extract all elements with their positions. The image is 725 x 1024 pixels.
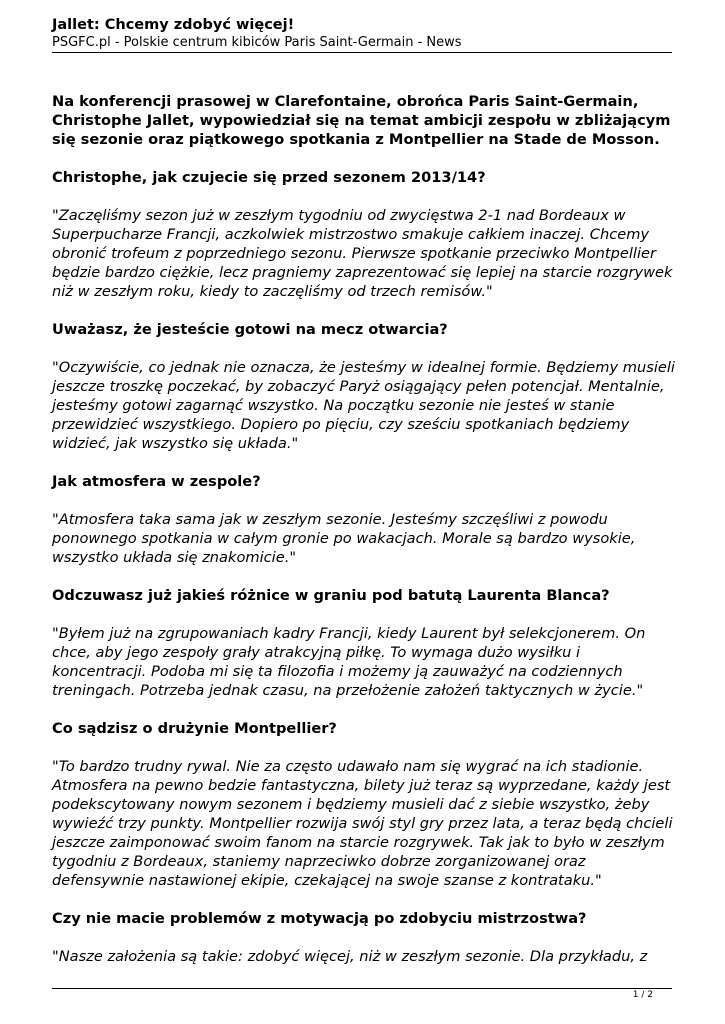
- site-subtitle: PSGFC.pl - Polskie centrum kibiców Paris Saint-Germain - News: [52, 35, 462, 50]
- page-number: 1 / 2: [632, 990, 653, 1000]
- article-body: [52, 92, 677, 985]
- article-lead: Na konferencji prasowej w Clarefontaine, obrońca Paris Saint-Germain, Christophe Jallet, wypowiedział się na temat ambicji zespołu w zbliżającym się sezonie oraz piątkowego spotkania z Montpellier na Stade de Mosson.: [52, 93, 671, 148]
- question-2: Uważasz, że jesteście gotowi na mecz otwarcia?: [52, 321, 448, 338]
- answer-1: "Zaczęliśmy sezon już w zeszłym tygodniu od zwycięstwa 2-1 nad Bordeaux w Superpucharze Francji, aczkolwiek mistrzostwo smakuje całkiem inaczej. Chcemy obronić trofeum z poprzedniego sezonu. Pierwsze spotkanie przeciwko Montpellier będzie bardzo ciężkie, lecz pragniemy zaprezentować się lepiej na starcie rozgrywek niż w zeszłym roku, kiedy to zaczęliśmy od trzech remisów.": [52, 207, 673, 300]
- question-4: Odczuwasz już jakieś różnice w graniu pod batutą Laurenta Blanca?: [52, 587, 610, 604]
- question-1: Christophe, jak czujecie się przed sezonem 2013/14?: [52, 169, 486, 186]
- answer-5: "To bardzo trudny rywal. Nie za często udawało nam się wygrać na ich stadionie. Atmosfera na pewno bedzie fantastyczna, bilety już teraz są wyprzedane, każdy jest podekscytowany nowym sezonem i będziemy musieli dać z siebie wszystko, żeby wywieźć trzy punkty. Montpellier rozwija swój styl gry przez lata, a teraz będą chcieli jeszcze zaimponować swoim fanom na starcie rozgrywek. Tak jak to było w zeszłym tygodniu z Bordeaux, staniemy naprzeciwko dobrze zorganizowanej oraz defensywnie nastawionej ekipie, czekającej na swoje szanse z kontrataku.": [52, 758, 673, 889]
- answer-3: "Atmosfera taka sama jak w zeszłym sezonie. Jesteśmy szczęśliwi z powodu ponownego spotkania w całym gronie po wakacjach. Morale są bardzo wysokie, wszystko układa się znakomicie.": [52, 511, 636, 566]
- answer-6: "Nasze założenia są takie: zdobyć więcej, niż w zeszłym sezonie. Dla przykładu, z: [52, 948, 648, 965]
- page-header: [52, 16, 672, 51]
- header-divider: [52, 52, 672, 53]
- question-6: Czy nie macie problemów z motywacją po zdobyciu mistrzostwa?: [52, 910, 587, 927]
- question-5: Co sądzisz o drużynie Montpellier?: [52, 720, 337, 737]
- footer-divider: [52, 988, 672, 989]
- answer-2: "Oczywiście, co jednak nie oznacza, że jesteśmy w idealnej formie. Będziemy musieli jeszcze troszkę poczekać, by zobaczyć Paryż osiągający pełen potencjał. Mentalnie, jesteśmy gotowi zagarnąć wszystko. Na początku sezonie nie jesteś w stanie przewidzieć wszystkiego. Dopiero po pięciu, czy sześciu spotkaniach będziemy widzieć, jak wszystko się układa.": [52, 359, 675, 452]
- answer-4: "Byłem już na zgrupowaniach kadry Francji, kiedy Laurent był selekcjonerem. On chce, aby jego zespoły grały atrakcyjną piłkę. To wymaga dużo wysiłku i koncentracji. Podoba mi się ta filozofia i możemy ją zauważyć na codziennych treningach. Potrzeba jednak czasu, na przełożenie założeń taktycznych w życie.": [52, 625, 646, 699]
- question-3: Jak atmosfera w zespole?: [52, 473, 261, 490]
- article-title: Jallet: Chcemy zdobyć więcej!: [52, 17, 295, 33]
